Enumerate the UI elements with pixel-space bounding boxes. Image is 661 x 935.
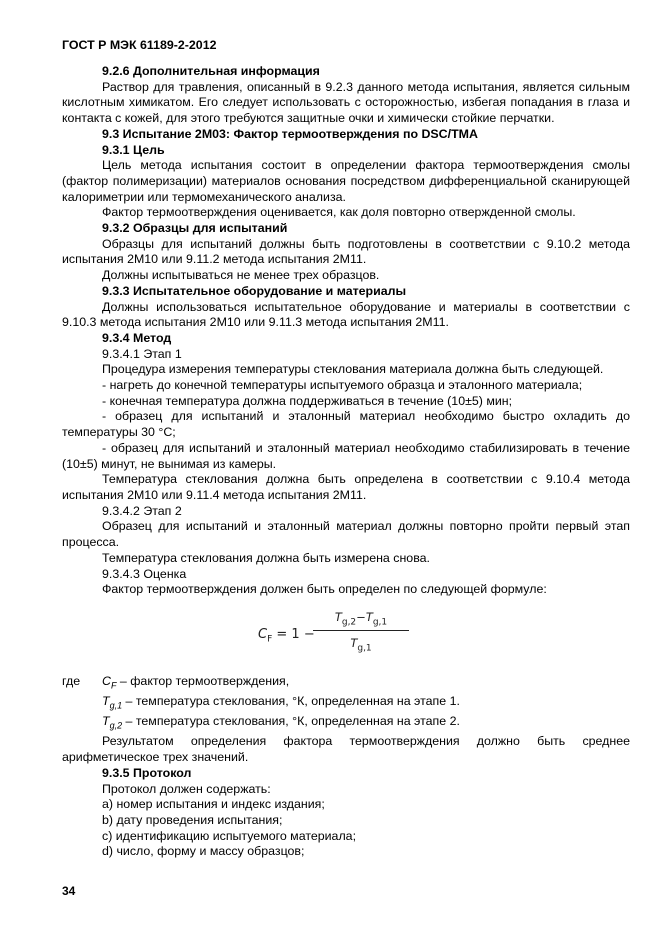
- formula-numerator: $T_{g,2}-T_{g,1}$: [313, 610, 409, 631]
- formula-denominator: $T_{g,1}$: [350, 636, 372, 654]
- section-heading: 9.3.3 Испытательное оборудование и материалы: [102, 283, 407, 298]
- section-heading: 9.3.1 Цель: [102, 142, 165, 157]
- section-heading: 9.3.5 Протокол: [102, 765, 192, 780]
- subsection-heading: 9.3.4.1 Этап 1: [102, 346, 182, 361]
- page-number: 34: [62, 884, 76, 898]
- section-body-continued: [62, 734, 630, 860]
- section-heading: 9.2.6 Дополнительная информация: [102, 64, 320, 78]
- legend-label: где: [62, 673, 81, 688]
- formula-lhs: $C_F = 1$ −: [258, 626, 315, 645]
- paragraph: Должны использоваться испытательное оборудование и материалы в соответствии с 9.10.3 метода испытания 2М10 или 9.11.3 метода испытания 2М11.: [62, 299, 630, 330]
- legend-item: $T_{g,1}$ – температура стеклования, °К, определенная на этапе 1.: [102, 694, 460, 711]
- section-heading: 9.3.2 Образцы для испытаний: [102, 221, 288, 236]
- paragraph: a) номер испытания и индекс издания;: [102, 797, 325, 812]
- paragraph: Процедура измерения температуры стеклования материала должна быть следующей.: [102, 362, 604, 377]
- paragraph: - образец для испытаний и эталонный материал необходимо стабилизировать в течение (10±5) минут, не вынимая из камеры.: [62, 440, 630, 471]
- paragraph: Фактор термоотверждения оценивается, как доля повторно отвержденной смолы.: [102, 205, 576, 220]
- paragraph: d) число, форму и массу образцов;: [102, 844, 305, 859]
- subsection-heading: 9.3.4.2 Этап 2: [102, 503, 182, 518]
- paragraph: Раствор для травления, описанный в 9.2.3 данного метода испытания, является сильным кислотным химикатом. Его следует использовать с осторожностью, избегая попадания в глаза и контакта с кожей, для этого требуются защитные очки и химически стойкие перчатки.: [62, 79, 630, 126]
- paragraph: c) идентификацию испытуемого материала;: [102, 828, 357, 843]
- document-header: ГОСТ Р МЭК 61189-2-2012: [62, 38, 217, 52]
- thermal-cure-formula: [62, 606, 630, 668]
- formula-legend: [62, 674, 630, 735]
- paragraph: Температура стеклования должна быть измерена снова.: [102, 550, 430, 565]
- section-heading: 9.3 Испытание 2М03: Фактор термоотверждения по DSC/TMA: [102, 126, 478, 141]
- paragraph: - нагреть до конечной температуры испытуемого образца и эталонного материала;: [102, 378, 583, 393]
- legend-item: $C_F$ – фактор термоотверждения,: [102, 673, 290, 691]
- section-body: [62, 64, 630, 598]
- paragraph: Температура стеклования должна быть определена в соответствии с 9.10.4 метода испытания 2М10 или 9.11.4 метода испытания 2М11.: [62, 472, 630, 502]
- legend-item: $T_{g,2}$ – температура стеклования, °К, определенная на этапе 2.: [102, 714, 460, 731]
- paragraph: Образец для испытаний и эталонный материал должны повторно пройти первый этап процесса.: [62, 519, 630, 550]
- formula-fraction: [313, 610, 409, 654]
- subsection-heading: 9.3.4.3 Оценка: [102, 566, 187, 581]
- paragraph: Протокол должен содержать:: [102, 781, 271, 796]
- paragraph: Образцы для испытаний должны быть подготовлены в соответствии с 9.10.2 метода испытания 2М10 или 9.11.2 метода испытания 2М11.: [62, 236, 630, 267]
- paragraph: Цель метода испытания состоит в определении фактора термоотверждения смолы (фактор полимеризации) материалов основания посредством дифференциальной сканирующей калориметрии или термомеханического анализа.: [62, 158, 630, 204]
- paragraph: Результатом определения фактора термоотверждения должно быть среднее арифметическое трех значений.: [62, 734, 630, 765]
- paragraph: - образец для испытаний и эталонный материал необходимо быстро охладить до температуры 30 °С;: [62, 409, 630, 440]
- paragraph: Фактор термоотверждения должен быть определен по следующей формуле:: [102, 582, 547, 597]
- section-heading: 9.3.4 Метод: [102, 330, 172, 345]
- document-page: [62, 38, 630, 860]
- paragraph: Должны испытываться не менее трех образцов.: [102, 268, 380, 283]
- paragraph: - конечная температура должна поддерживаться в течение (10±5) мин;: [102, 393, 513, 408]
- legend-items: [102, 674, 460, 735]
- paragraph: b) дату проведения испытания;: [102, 812, 283, 827]
